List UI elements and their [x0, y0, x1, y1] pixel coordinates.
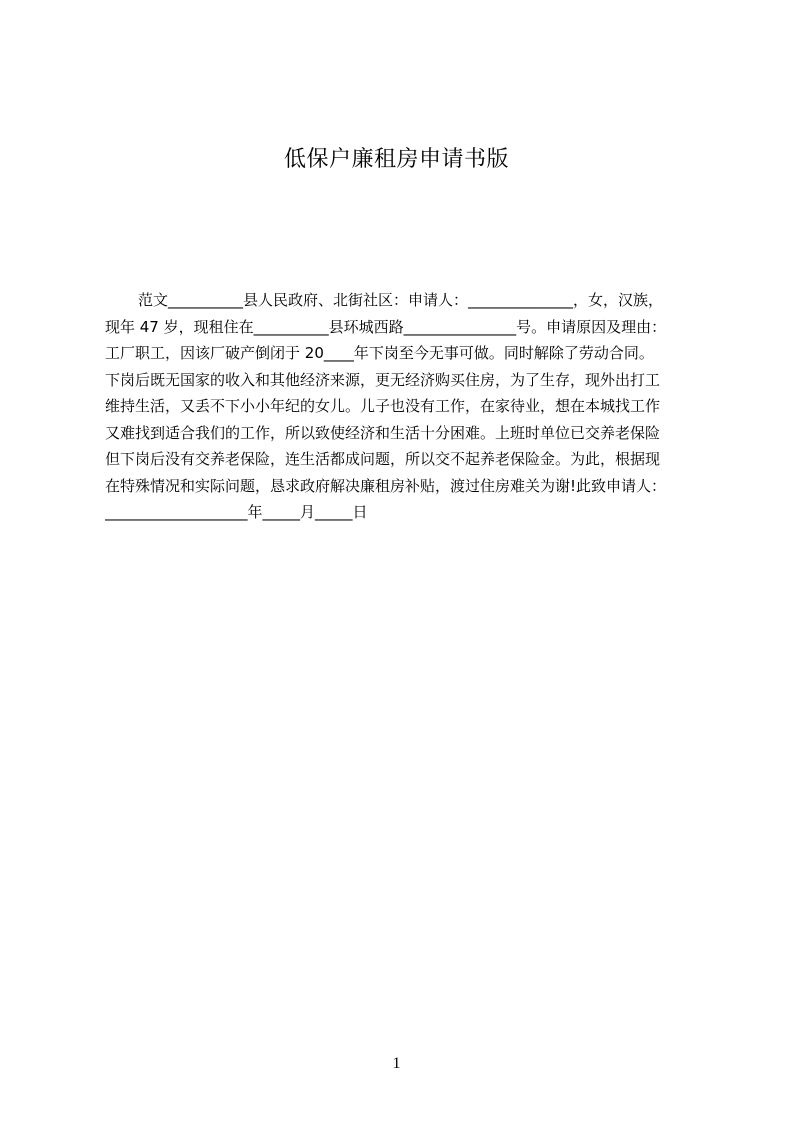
document-title: 低保户廉租房申请书版 [283, 147, 509, 172]
signature-date-line: ___________________年_____月_____日 [105, 503, 368, 521]
body-line: 现年 47 岁，现租住在__________县环城西路_______________号。申请原因及理由： [105, 317, 667, 336]
document-body [105, 287, 697, 526]
body-line: 维持生活，又丢不下小小年纪的女儿。儿子也没有工作，在家待业，想在本城找工作 [105, 397, 661, 415]
page-number: 1 [392, 1055, 401, 1072]
body-line: 在特殊情况和实际问题，恳求政府解决廉租房补贴，渡过住房难关为谢!此致申请人： [105, 476, 667, 495]
body-line: 又难找到适合我们的工作，所以致使经济和生活十分困难。上班时单位已交养老保险 [105, 423, 661, 442]
body-line: 工厂职工，因该厂破产倒闭于 20____年下岗至今无事可做。同时解除了劳动合同。 [105, 344, 654, 362]
body-line: 下岗后既无国家的收入和其他经济来源，更无经济购买住房，为了生存，现外出打工 [105, 370, 661, 389]
body-line: 范文__________县人民政府、北街社区：申请人：______________，女，汉族， [138, 291, 664, 309]
body-line: 但下岗后没有交养老保险，连生活都成问题，所以交不起养老保险金。为此，根据现 [105, 450, 661, 468]
